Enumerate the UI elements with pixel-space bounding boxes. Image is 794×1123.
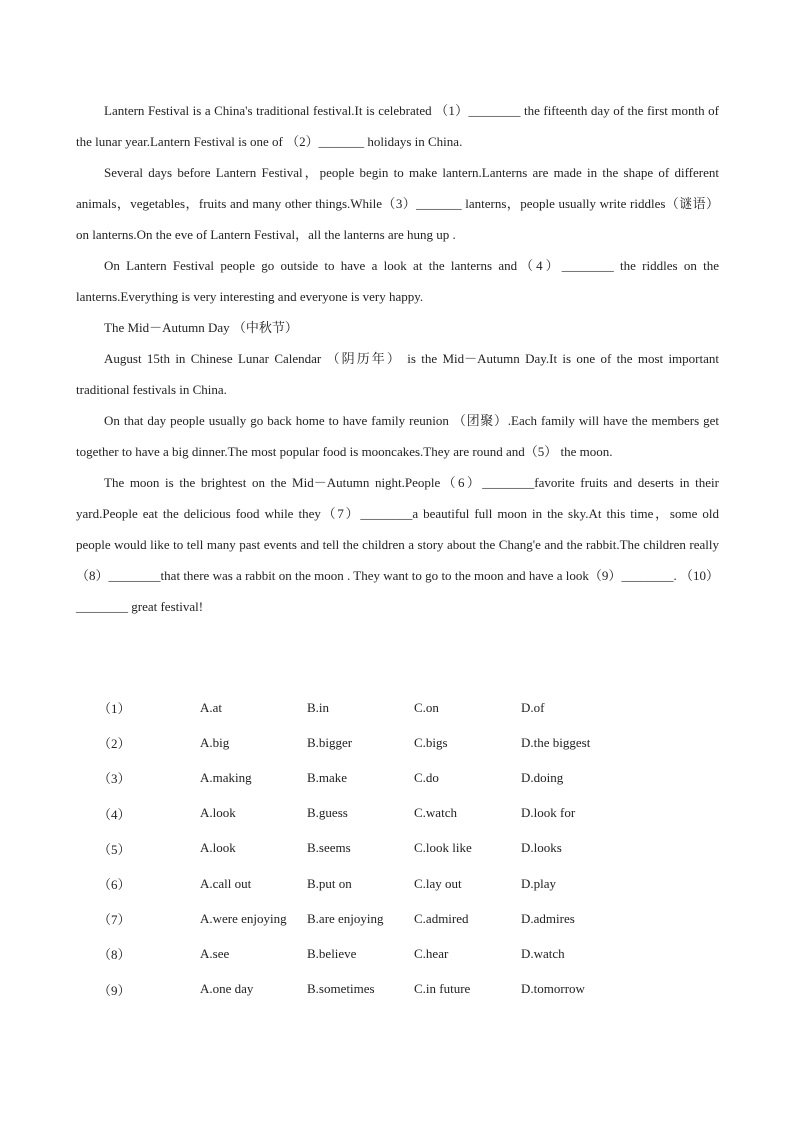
option-b[interactable]: B.sometimes — [307, 981, 375, 997]
option-a[interactable]: A.look — [200, 805, 236, 821]
paragraph-family-reunion: On that day people usually go back home to have family reunion （团聚）.Each family will have the members get together to have a big dinner.The most popular food is mooncakes.They are round and（5） the moon. — [76, 413, 719, 459]
option-d[interactable]: D.tomorrow — [521, 981, 585, 997]
question-number: （8） — [98, 947, 131, 963]
option-d[interactable]: D.looks — [521, 840, 562, 856]
option-a[interactable]: A.see — [200, 945, 230, 961]
option-a[interactable]: A.were enjoying — [200, 910, 287, 926]
option-d[interactable]: D.look for — [521, 805, 576, 821]
option-a[interactable]: A.big — [200, 734, 230, 750]
option-row — [98, 796, 631, 831]
option-d[interactable]: D.admires — [521, 910, 575, 926]
cloze-passage — [76, 95, 719, 622]
option-row — [98, 760, 631, 795]
paragraph-lantern-making: Several days before Lantern Festival，people begin to make lantern.Lanterns are made in the shape of different animals，vegetables，fruits and many other things.While（3）_______ lanterns，people usually write riddles（谜语） on lanterns.On the eve of Lantern Festival，all the lanterns are hung up . — [76, 165, 719, 242]
option-b[interactable]: B.believe — [307, 945, 357, 961]
option-b[interactable]: B.bigger — [307, 734, 353, 750]
options-table — [98, 690, 631, 1007]
option-c[interactable]: C.admired — [414, 910, 469, 926]
option-c[interactable]: C.look like — [414, 840, 472, 856]
option-row — [98, 901, 631, 936]
option-b[interactable]: B.make — [307, 769, 348, 785]
option-row — [98, 690, 631, 725]
option-row — [98, 831, 631, 866]
option-b[interactable]: B.put on — [307, 875, 352, 891]
question-number: （2） — [98, 736, 131, 752]
option-b[interactable]: B.in — [307, 699, 330, 715]
question-number: （1） — [98, 701, 131, 717]
option-c[interactable]: C.lay out — [414, 875, 462, 891]
option-a[interactable]: A.one day — [200, 981, 254, 997]
option-a[interactable]: A.making — [200, 769, 252, 785]
question-number: （5） — [98, 841, 131, 857]
option-b[interactable]: B.are enjoying — [307, 910, 384, 926]
option-c[interactable]: C.in future — [414, 981, 471, 997]
option-a[interactable]: A.at — [200, 699, 223, 715]
section-heading-mid-autumn: The Mid－Autumn Day （中秋节） — [104, 320, 298, 335]
option-a[interactable]: A.look — [200, 840, 236, 856]
option-c[interactable]: C.do — [414, 769, 439, 785]
option-row — [98, 866, 631, 901]
paragraph-lantern-riddles: On Lantern Festival people go outside to have a look at the lanterns and（4）________ the riddles on the lanterns.Everything is very interesting and everyone is very happy. — [76, 258, 719, 304]
option-c[interactable]: C.bigs — [414, 734, 448, 750]
paragraph-lantern-intro: Lantern Festival is a China's traditional festival.It is celebrated （1）________ the fifteenth day of the first month of the lunar year.Lantern Festival is one of （2）_______ holidays in China. — [76, 103, 719, 149]
option-d[interactable]: D.of — [521, 699, 545, 715]
question-number: （6） — [98, 877, 131, 893]
option-d[interactable]: D.watch — [521, 945, 565, 961]
question-number: （9） — [98, 982, 131, 998]
option-c[interactable]: C.watch — [414, 805, 457, 821]
option-c[interactable]: C.on — [414, 699, 439, 715]
question-number: （4） — [98, 806, 131, 822]
paragraph-mid-autumn-intro: August 15th in Chinese Lunar Calendar （阴历年） is the Mid－Autumn Day.It is one of the most important traditional festivals in China. — [76, 351, 719, 397]
option-d[interactable]: D.doing — [521, 769, 564, 785]
option-b[interactable]: B.guess — [307, 805, 348, 821]
option-d[interactable]: D.the biggest — [521, 734, 591, 750]
option-row — [98, 725, 631, 760]
option-c[interactable]: C.hear — [414, 945, 449, 961]
paragraph-moon-night: The moon is the brightest on the Mid－Autumn night.People（6）________favorite fruits and deserts in their yard.People eat the delicious food while they（7）________a beautiful full moon in the sky.At this time，some old people would like to tell many past events and tell the children a story about the Chang'e and the rabbit.The children really（8）________that there was a rabbit on the moon . They want to go to the moon and have a look（9）________. （10）________ great festival! — [76, 475, 719, 614]
option-row — [98, 972, 631, 1007]
option-a[interactable]: A.call out — [200, 875, 252, 891]
question-number: （7） — [98, 912, 131, 928]
option-d[interactable]: D.play — [521, 875, 557, 891]
question-number: （3） — [98, 771, 131, 787]
option-row — [98, 936, 631, 971]
option-b[interactable]: B.seems — [307, 840, 351, 856]
